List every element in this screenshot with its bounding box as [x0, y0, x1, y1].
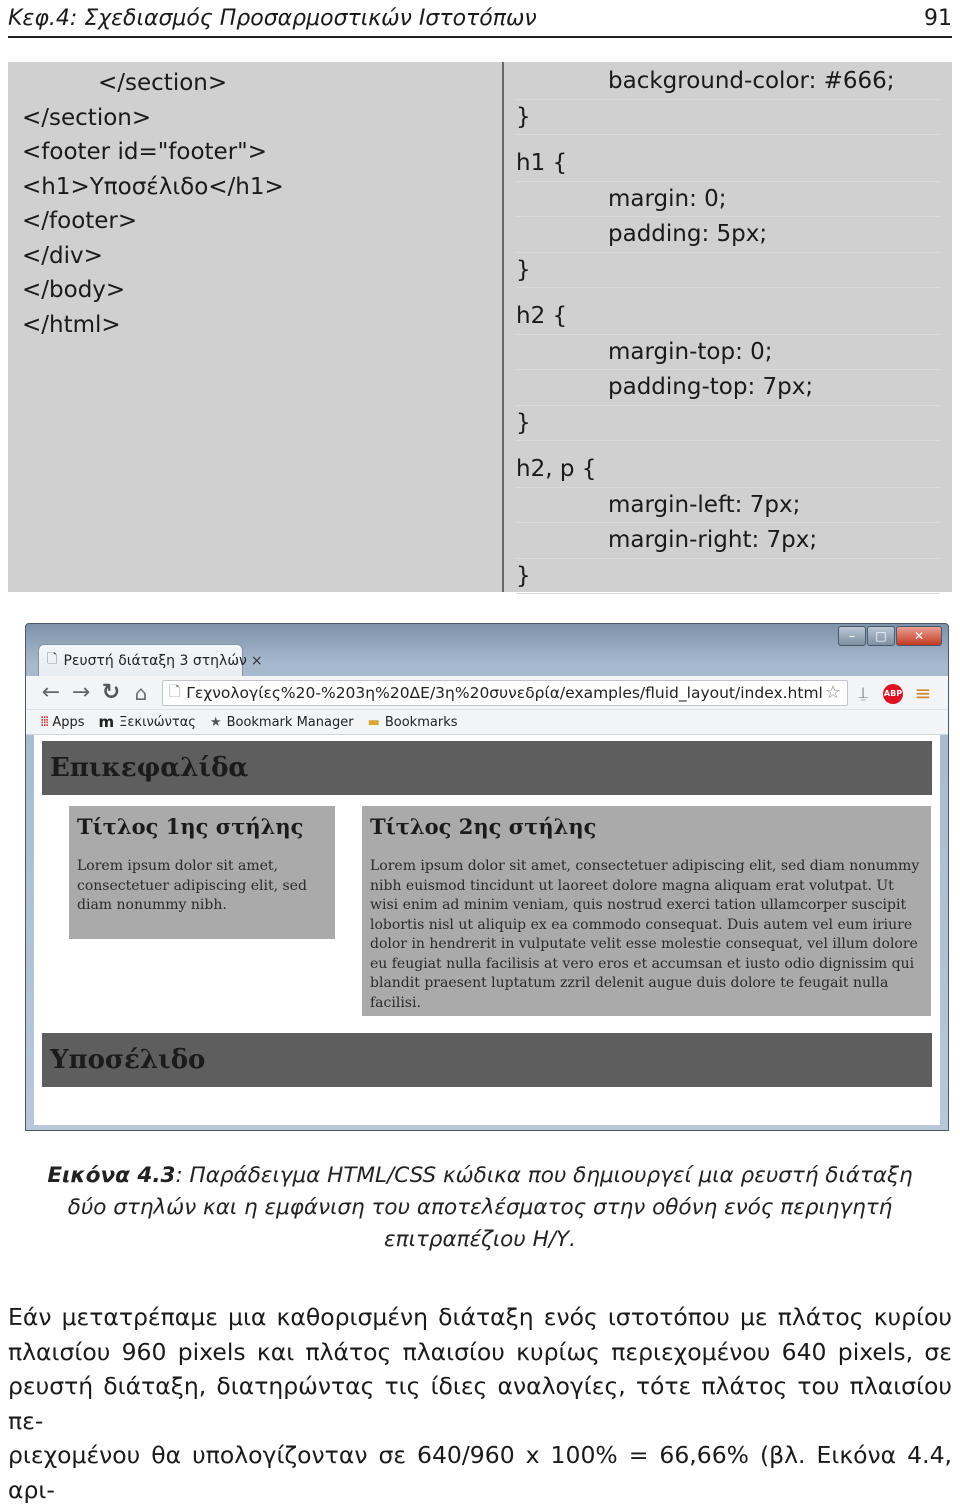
- bookmark-item[interactable]: [368, 715, 458, 730]
- code-line: <h1>Υποσέλιδο</h1>: [22, 173, 284, 200]
- code-line: </footer>: [22, 208, 138, 234]
- apps-grid-icon: ⁞⁞⁞: [40, 714, 48, 730]
- code-line: margin-right: 7px;: [516, 523, 940, 559]
- home-icon[interactable]: ⌂: [134, 680, 148, 705]
- code-line: h2, p {: [516, 452, 940, 488]
- body-line: πλαισίου 960 pixels και πλάτος πλαισίου κυρίως περιεχομένου 640 pixels, σε: [8, 1337, 952, 1366]
- chapter-title: Κεφ.4: Σχεδιασμός Προσαρμοστικών Ιστοτόπων: [8, 5, 537, 31]
- code-line: </body>: [22, 277, 126, 303]
- maximize-button[interactable]: □: [867, 626, 895, 646]
- adblock-icon[interactable]: ABP: [878, 681, 908, 704]
- bookmark-item[interactable]: [40, 714, 85, 730]
- m-logo-icon: m: [98, 713, 115, 731]
- window-controls: [838, 626, 942, 646]
- page-icon: 🗋: [169, 683, 181, 700]
- code-line: margin: 0;: [516, 182, 940, 218]
- address-bar[interactable]: [162, 680, 848, 706]
- code-line: }: [516, 406, 940, 442]
- bookmark-label: Ξεκινώντας: [119, 714, 196, 730]
- bookmark-label: Bookmark Manager: [226, 714, 354, 730]
- page-viewport: [34, 735, 940, 1125]
- back-arrow-icon[interactable]: ←: [41, 680, 61, 705]
- body-line: Εάν μετατρέπαμε μια καθορισμένη διάταξη ενός ιστοτόπου με πλάτος κυρίου: [8, 1303, 952, 1331]
- figure-label: Εικόνα 4.3: [47, 1163, 176, 1188]
- minimize-button[interactable]: –: [838, 626, 866, 646]
- code-line: }: [516, 100, 940, 136]
- code-line: }: [516, 559, 940, 595]
- code-line: [516, 441, 940, 452]
- code-line: <footer id="footer">: [22, 139, 268, 165]
- close-window-button[interactable]: ✕: [896, 626, 942, 646]
- forward-arrow-icon[interactable]: →: [71, 680, 91, 705]
- column-2-title: Τίτλος 2ης στήλης: [370, 814, 597, 839]
- code-line: </section>: [98, 70, 228, 96]
- menu-icon[interactable]: ≡: [914, 680, 932, 705]
- bookmark-item[interactable]: [99, 713, 196, 731]
- page-number: 91: [924, 5, 952, 31]
- code-line: margin-top: 0;: [516, 335, 940, 371]
- code-line: h2 {: [516, 299, 940, 335]
- fluid-layout-page: [42, 741, 932, 1113]
- running-header: [8, 0, 952, 38]
- reload-icon[interactable]: ↻: [101, 680, 121, 705]
- code-line: [516, 135, 940, 146]
- bookmark-star-icon[interactable]: ☆: [824, 682, 841, 703]
- browser-tab[interactable]: [38, 644, 263, 676]
- code-line: background-color: #666;: [516, 64, 940, 100]
- column-1-title: Τίτλος 1ης στήλης: [77, 814, 304, 839]
- code-line: padding: 5px;: [516, 217, 940, 253]
- code-line: margin-left: 7px;: [516, 488, 940, 524]
- tab-title: Ρευστή διάταξη 3 στηλών: [63, 652, 247, 669]
- bookmark-item[interactable]: [210, 715, 354, 730]
- site-footer: Υποσέλιδο: [42, 1033, 932, 1087]
- browser-window: [25, 623, 949, 1131]
- folder-icon: ▬: [367, 714, 380, 730]
- html-code-column: [8, 62, 504, 592]
- code-line: }: [516, 253, 940, 289]
- url-text: Γεχνολογίες%20-%203η%20ΔΕ/3η%20συνεδρία/examples/fluid_layout/index.html: [186, 683, 823, 702]
- site-header: Επικεφαλίδα: [42, 741, 932, 795]
- css-code-column: [504, 62, 952, 592]
- bookmarks-bar: [26, 710, 948, 735]
- browser-toolbar: [26, 676, 948, 710]
- column-2: [362, 806, 931, 1016]
- column-2-text: Lorem ipsum dolor sit amet, consectetuer adipiscing elit, sed diam nonummy nibh euismod tincidunt ut laoreet dolore magna aliquam erat volutpat. Ut wisi enim ad minim veniam, quis nostrud exerci tation ullamcorper suscipit lobortis nisl ut aliquip ex ea commodo consequat. Duis autem vel eum iriure dolor in hendrerit in vulputate velit esse molestie consequat, vel illum dolore eu feugiat nulla facilisis at vero eros et accumsan et iusto odio dignissim qui blandit praesent luptatum zzril delenit augue duis dolore te feugait nulla facilisi.: [370, 858, 920, 1011]
- tab-close-icon[interactable]: ×: [250, 652, 263, 669]
- code-line: padding-top: 7px;: [516, 370, 940, 406]
- code-line: [516, 288, 940, 299]
- site-bottom-space: [42, 1087, 932, 1113]
- code-line: h1 {: [516, 146, 940, 182]
- code-line: </div>: [22, 242, 103, 269]
- code-listing: [8, 62, 952, 592]
- figure-caption: [30, 1160, 930, 1256]
- site-content: [42, 795, 932, 1033]
- star-icon: ★: [209, 714, 222, 730]
- bookmark-label: Bookmarks: [384, 714, 458, 730]
- column-1-text: Lorem ipsum dolor sit amet, consectetuer adipiscing elit, sed diam nonummy nibh.: [77, 858, 307, 913]
- column-1: [69, 806, 335, 939]
- extension-icon[interactable]: ⍊: [858, 682, 868, 702]
- body-paragraph: [8, 1300, 952, 1507]
- body-line: ριεχομένου θα υπολογίζονταν σε 640/960 x 100% = 66,66% (βλ. Εικόνα 4.4, αρι-: [8, 1441, 952, 1504]
- code-line: </section>: [22, 104, 152, 131]
- caption-text: : Παράδειγμα HTML/CSS κώδικα που δημιουργεί μια ρευστή διάταξη δύο στηλών και η εμφάνιση του αποτελέσματος στην οθόνη ενός περιηγητή επιτραπέζιου Η/Υ.: [67, 1163, 913, 1252]
- bookmark-label: Apps: [52, 714, 85, 730]
- code-line: </html>: [22, 311, 121, 338]
- body-line: ρευστή διάταξη, διατηρώντας τις ίδιες αναλογίες, τότε πλάτος του πλαισίου πε-: [8, 1372, 952, 1435]
- page-icon: 🗋: [47, 651, 58, 667]
